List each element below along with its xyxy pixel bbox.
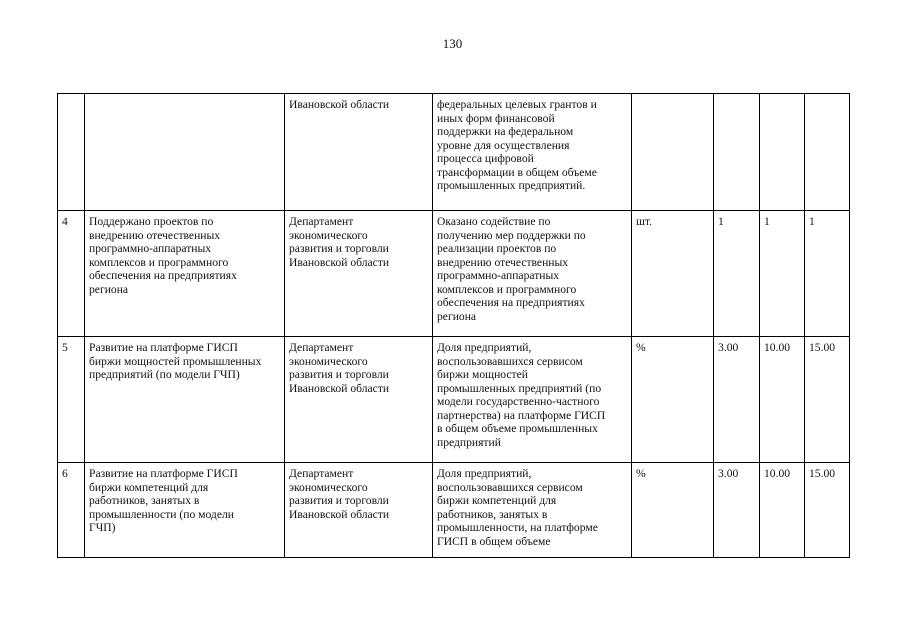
indicator: федеральных целевых грантов и иных форм финансовой поддержки на федеральном уровне для осуществления процесса цифровой трансформации в общем объеме промышленных предприятий. <box>433 94 632 211</box>
table-row <box>58 211 850 337</box>
row-number: 6 <box>58 463 85 558</box>
unit: шт. <box>632 211 714 337</box>
table-row <box>58 337 850 463</box>
value-2 <box>760 94 805 211</box>
executor: Департамент экономического развития и торговли Ивановской области <box>285 463 433 558</box>
value-1: 1 <box>714 211 760 337</box>
measure-name: Поддержано проектов по внедрению отечественных программно-аппаратных комплексов и программного обеспечения на предприятиях региона <box>85 211 285 337</box>
indicator: Доля предприятий, воспользовавшихся сервисом биржи мощностей промышленных предприятий (по модели государственно-частного партнерства) на платформе ГИСП в общем объеме промышленных предприятий <box>433 337 632 463</box>
executor: Ивановской области <box>285 94 433 211</box>
executor: Департамент экономического развития и торговли Ивановской области <box>285 337 433 463</box>
executor: Департамент экономического развития и торговли Ивановской области <box>285 211 433 337</box>
value-1: 3.00 <box>714 463 760 558</box>
value-1 <box>714 94 760 211</box>
value-3 <box>805 94 850 211</box>
row-number: 4 <box>58 211 85 337</box>
indicator: Оказано содействие по получению мер поддержки по реализации проектов по внедрению отечественных программно-аппаратных комплексов и программного обеспечения на предприятиях региона <box>433 211 632 337</box>
value-3: 15.00 <box>805 463 850 558</box>
unit <box>632 94 714 211</box>
measure-name: Развитие на платформе ГИСП биржи компетенций для работников, занятых в промышленности (по модели ГЧП) <box>85 463 285 558</box>
table-row <box>58 463 850 558</box>
unit: % <box>632 463 714 558</box>
row-number <box>58 94 85 211</box>
measure-name <box>85 94 285 211</box>
value-2: 1 <box>760 211 805 337</box>
indicator: Доля предприятий, воспользовавшихся сервисом биржи компетенций для работников, занятых в промышленности, на платформе ГИСП в общем объеме <box>433 463 632 558</box>
unit: % <box>632 337 714 463</box>
table-row <box>58 94 850 211</box>
value-2: 10.00 <box>760 337 805 463</box>
page-number: 130 <box>442 36 463 51</box>
value-3: 15.00 <box>805 337 850 463</box>
indicators-table <box>57 93 850 558</box>
row-number: 5 <box>58 337 85 463</box>
value-1: 3.00 <box>714 337 760 463</box>
value-2: 10.00 <box>760 463 805 558</box>
measure-name: Развитие на платформе ГИСП биржи мощностей промышленных предприятий (по модели ГЧП) <box>85 337 285 463</box>
value-3: 1 <box>805 211 850 337</box>
